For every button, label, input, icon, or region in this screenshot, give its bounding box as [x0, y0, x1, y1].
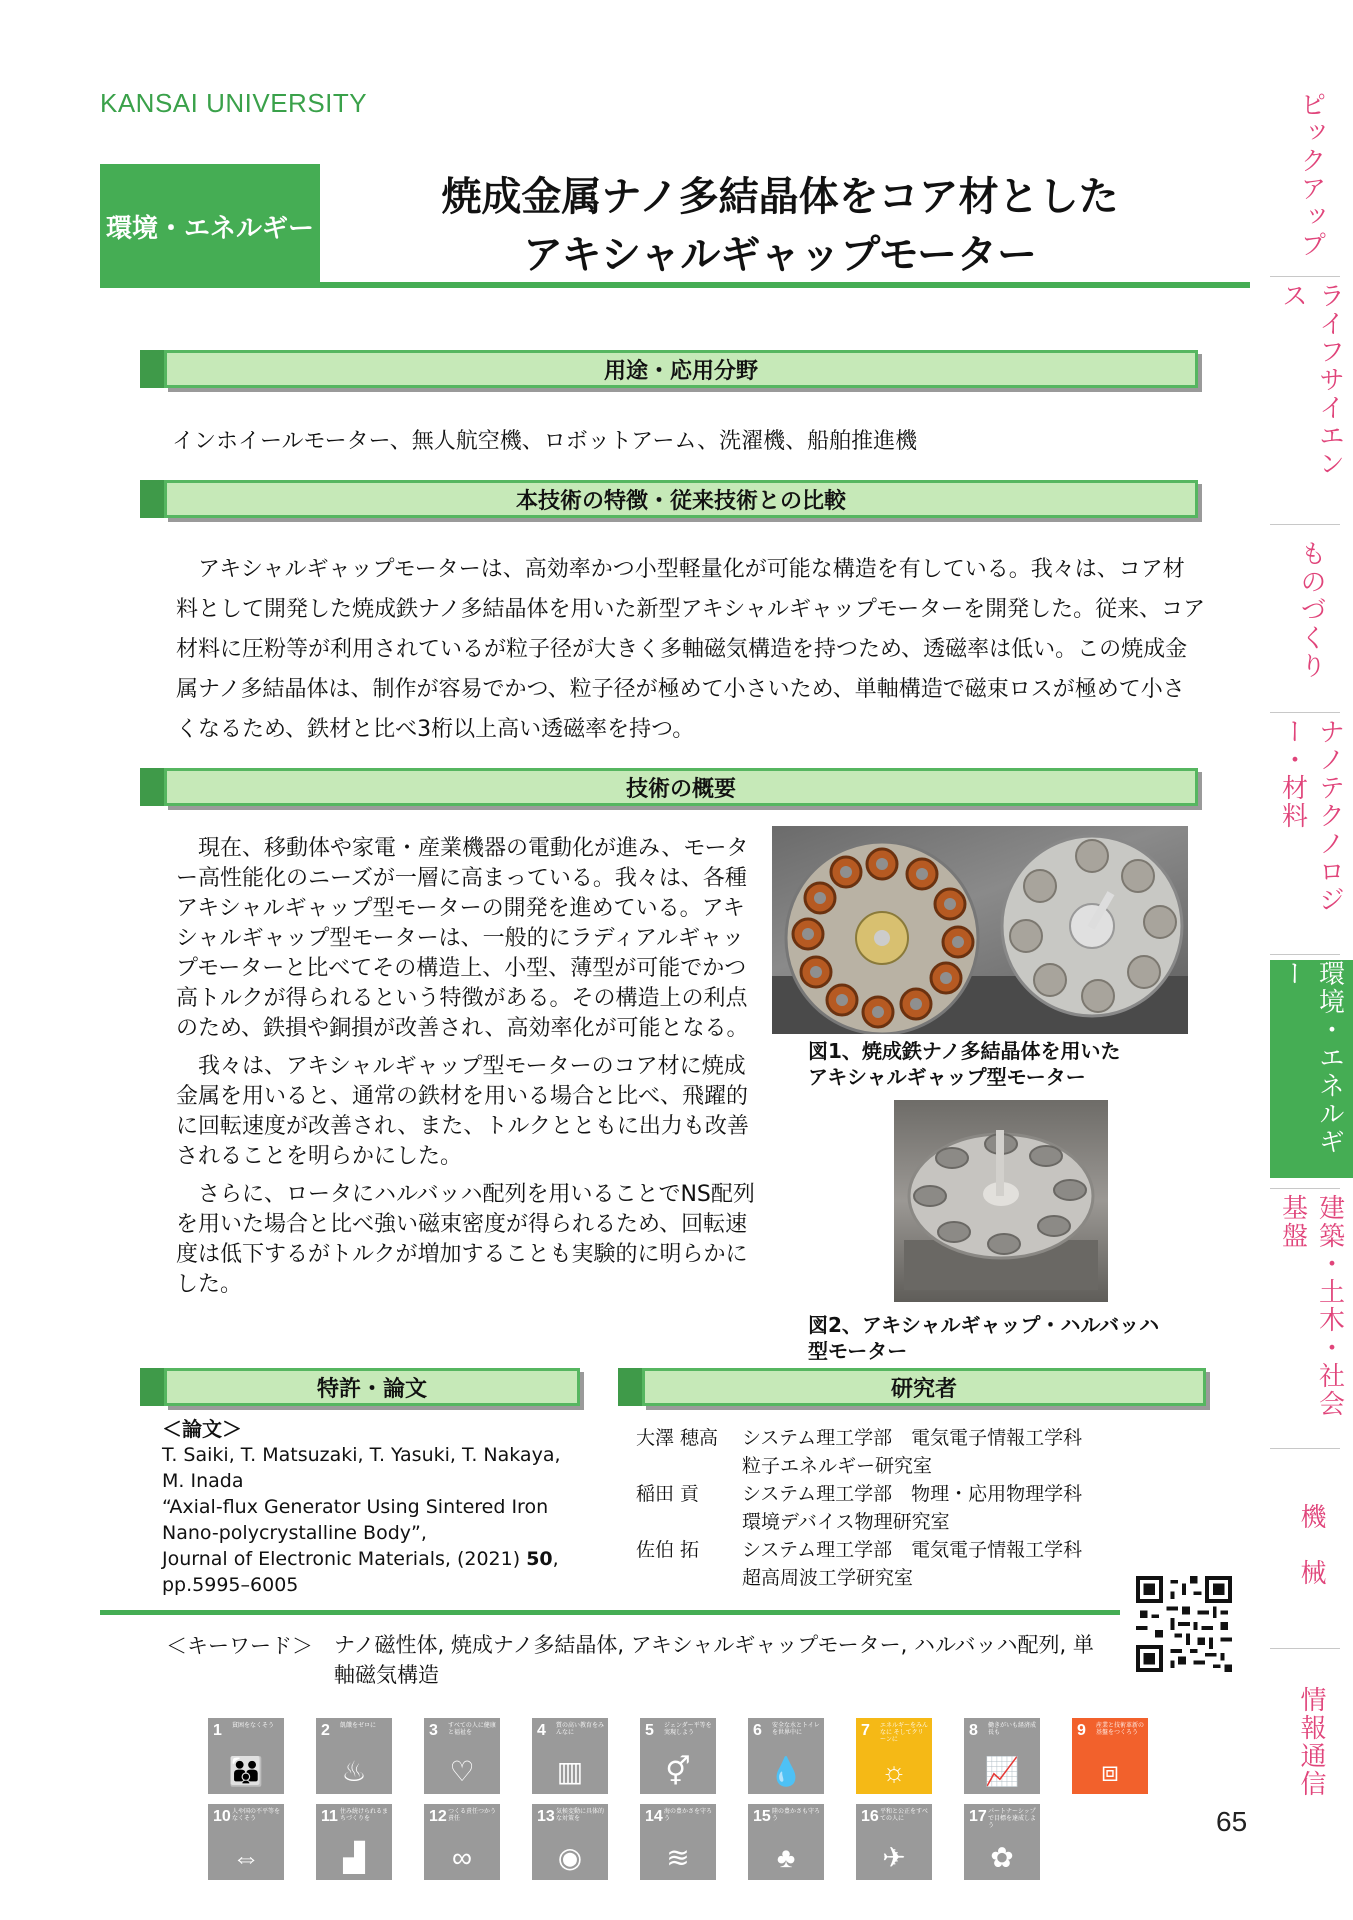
researcher-name: 佐伯 拓: [636, 1539, 700, 1561]
researchers-heading-bar: [618, 1368, 1206, 1406]
figure-2-photo: [894, 1100, 1108, 1302]
title-line-2: アキシャルギャップモーター: [523, 232, 1037, 278]
sdg-number: 11: [321, 1808, 338, 1825]
sdg-number: 17: [969, 1808, 987, 1825]
section-tab: [140, 350, 164, 388]
sdg-number: 15: [753, 1808, 771, 1825]
figure-1-caption-line-1: 図1、焼成鉄ナノ多結晶体を用いた: [808, 1039, 1121, 1063]
figure-1-photo: [772, 826, 1188, 1034]
city-icon: ▟: [343, 1842, 365, 1873]
sdg-goal-10: [208, 1804, 284, 1880]
usage-heading-bar: [140, 350, 1198, 388]
sdg-number: 16: [861, 1808, 879, 1825]
researchers-heading: 研究者: [642, 1368, 1206, 1406]
paper-journal-name: Journal of Electronic Materials, (2021): [162, 1548, 527, 1570]
sdg-label: つくる責任つかう責任: [448, 1809, 497, 1822]
sdg-label: エネルギーをみんなに そしてクリーンに: [880, 1723, 929, 1743]
sdg-number: 9: [1077, 1722, 1086, 1739]
paper-volume: 50: [526, 1548, 553, 1570]
sdg-number: 10: [213, 1808, 231, 1825]
sdg-goal-15: [748, 1804, 824, 1880]
side-nav-item[interactable]: ライフサイエンス: [1277, 282, 1345, 478]
sdg-label: 平和と公正をすべての人に: [880, 1809, 928, 1822]
bowl-icon: ♨: [341, 1756, 367, 1787]
sdg-goal-8: [964, 1718, 1040, 1794]
page-title: [330, 168, 1230, 284]
sdg-goal-3: [424, 1718, 500, 1794]
researcher-lab: 超高周波工学研究室: [742, 1567, 914, 1589]
paper-journal-end: ,: [552, 1548, 559, 1570]
title-line-1: 焼成金属ナノ多結晶体をコア材とした: [441, 174, 1119, 220]
sdg-number: 4: [537, 1722, 546, 1739]
side-nav-divider: [1270, 1648, 1340, 1649]
overview-paragraph-3: さらに、ロータにハルバッハ配列を用いることでNS配列を用いた場合と比べ強い磁束密度が得られるため、回転速度は低下するがトルクが増加することも実験的に明らかにした。: [176, 1182, 755, 1297]
overview-heading-bar: [140, 768, 1198, 806]
keyword-divider: [100, 1610, 1120, 1615]
motor-photo-illustration: [772, 826, 1188, 1034]
water-icon: 💧: [768, 1756, 804, 1787]
gender-icon: ⚥: [665, 1756, 691, 1787]
researcher-name: 稲田 貢: [636, 1483, 700, 1505]
side-nav-divider: [1270, 1188, 1340, 1189]
figure-1-caption: [808, 1038, 1208, 1090]
side-nav-divider: [1270, 954, 1340, 955]
researcher-lab: 粒子エネルギー研究室: [742, 1455, 933, 1477]
halbach-motor-illustration: [894, 1100, 1108, 1302]
sdg-number: 14: [645, 1808, 663, 1825]
sdg-goal-12: [424, 1804, 500, 1880]
sdg-label: 人や国の不平等をなくそう: [232, 1809, 281, 1822]
figure-2-caption-line-1: 図2、アキシャルギャップ・ハルバッハ: [808, 1313, 1160, 1337]
sdg-label: 住み続けられるまちづくりを: [340, 1809, 389, 1822]
sdg-goal-7: [856, 1718, 932, 1794]
sdg-number: 13: [537, 1808, 555, 1825]
keyword-list: ナノ磁性体, 焼成ナノ多結晶体, アキシャルギャップモーター, ハルバッハ配列, 単軸磁気構造: [334, 1633, 1094, 1687]
sdg-label: パートナーシップで目標を達成しよう: [988, 1809, 1037, 1829]
side-nav-divider: [1270, 276, 1340, 277]
flower-icon: ✿: [990, 1842, 1014, 1873]
sdg-goal-6: [748, 1718, 824, 1794]
qr-code[interactable]: [1136, 1576, 1232, 1672]
sdg-label: すべての人に健康と福祉を: [448, 1723, 496, 1736]
section-tab: [618, 1368, 642, 1406]
side-nav-divider: [1270, 524, 1340, 525]
usage-heading: 用途・応用分野: [164, 350, 1198, 388]
section-tab: [140, 1368, 164, 1406]
researcher-affiliation: [742, 1480, 1122, 1536]
paper-title: “Axial-flux Generator Using Sintered Iron Nano-polycrystalline Body”,: [162, 1496, 549, 1544]
usage-text: インホイールモーター、無人航空機、ロボットアーム、洗濯機、船舶推進機: [172, 429, 918, 454]
patent-text: [162, 1416, 582, 1598]
paper-journal: [162, 1546, 582, 1572]
researcher-department: システム理工学部 電気電子情報工学科: [742, 1539, 1083, 1561]
sdg-label: 働きがいも経済成長も: [988, 1723, 1037, 1736]
section-tab: [140, 768, 164, 806]
sdg-goal-2: [316, 1718, 392, 1794]
cubes-icon: ⧈: [1101, 1756, 1119, 1787]
patent-heading: 特許・論文: [164, 1368, 580, 1406]
sdg-goal-11: [316, 1804, 392, 1880]
side-nav-item[interactable]: 建築・土木・社会基盤: [1277, 1194, 1345, 1418]
researcher-affiliation: [742, 1536, 1122, 1592]
researcher-affiliation: [742, 1424, 1122, 1480]
sdg-goal-1: [208, 1718, 284, 1794]
side-nav-item[interactable]: ものづくり: [1296, 540, 1326, 680]
book-icon: ▥: [556, 1756, 584, 1787]
paper-label: ＜論文＞: [162, 1417, 242, 1441]
eye-globe-icon: ◉: [557, 1842, 583, 1873]
fish-icon: ≋: [666, 1842, 690, 1873]
feature-paragraph: アキシャルギャップモーターは、高効率かつ小型軽量化が可能な構造を有している。我々は、コア材料として開発した焼成鉄ナノ多結晶体を用いた新型アキシャルギャップモーターを開発した。従来、コア材料に圧粉等が利用されているが粒子径が大きく多軸磁気構造を持つため、透磁率は低い。この焼成金属ナノ多結晶体は、制作が容易でかつ、粒子径が極めて小さいため、単軸構造で磁束ロスが極めて小さくなるため、鉄材と比べ3桁以上高い透磁率を持つ。: [176, 557, 1206, 742]
people-icon: 👪: [228, 1756, 264, 1787]
sdg-label: 安全な水とトイレを世界中に: [772, 1723, 820, 1736]
sdg-label: 産業と技術革新の基盤をつくろう: [1096, 1723, 1145, 1736]
overview-paragraph-2: 我々は、アキシャルギャップ型モーターのコア材に焼成金属を用いると、通常の鉄材を用いる場合と比べ、飛躍的に回転速度が改善され、また、トルクとともに出力も改善されることを明らかにした。: [176, 1054, 749, 1169]
researcher-lab: 環境デバイス物理研究室: [742, 1511, 950, 1533]
university-name: KANSAI UNIVERSITY: [100, 88, 368, 118]
sdg-label: 海の豊かさを守ろう: [664, 1809, 713, 1822]
sdg-goal-4: [532, 1718, 608, 1794]
feature-heading-bar: [140, 480, 1198, 518]
section-tab: [140, 480, 164, 518]
sdg-goal-16: [856, 1804, 932, 1880]
feature-heading: 本技術の特徴・従来技術との比較: [164, 480, 1198, 518]
side-nav-item[interactable]: 機 械: [1296, 1503, 1326, 1587]
researcher-department: システム理工学部 物理・応用物理学科: [742, 1483, 1083, 1505]
paper-pages: pp.5995–6005: [162, 1574, 299, 1596]
sdg-label: 質の高い教育をみんなに: [556, 1723, 605, 1736]
dove-icon: ✈: [882, 1842, 906, 1873]
side-nav-item[interactable]: 情報通信: [1296, 1686, 1326, 1798]
paper-authors: T. Saiki, T. Matsuzaki, T. Yasuki, T. Nakaya, M. Inada: [162, 1444, 561, 1492]
side-nav-item[interactable]: 環境・エネルギー: [1270, 960, 1353, 1178]
equality-icon: ⇔: [232, 1842, 260, 1873]
researcher-department: システム理工学部 電気電子情報工学科: [742, 1427, 1083, 1449]
patent-heading-bar: [140, 1368, 580, 1406]
growth-chart-icon: 📈: [984, 1756, 1020, 1787]
sdg-label: 飢餓をゼロに: [340, 1723, 377, 1729]
side-nav-item[interactable]: ピックアップ: [1296, 91, 1326, 259]
heartbeat-icon: ♡: [449, 1756, 475, 1787]
side-nav-divider: [1270, 1448, 1340, 1449]
sdg-number: 6: [753, 1722, 762, 1739]
sun-icon: ☼: [881, 1756, 907, 1787]
feature-text: [176, 550, 1206, 750]
side-nav-divider: [1270, 712, 1340, 713]
researcher-name: 大澤 穂高: [636, 1427, 719, 1449]
title-underline: [100, 282, 1250, 288]
side-nav-item[interactable]: ナノテクノロジー・材料: [1277, 718, 1345, 914]
sdg-goal-13: [532, 1804, 608, 1880]
figure-2-caption-line-2: 型モーター: [808, 1339, 908, 1363]
sdg-label: 気候変動に具体的な対策を: [556, 1809, 605, 1822]
sdg-label: 陸の豊かさも守ろう: [772, 1809, 821, 1822]
figure-1-caption-line-2: アキシャルギャップ型モーター: [808, 1065, 1086, 1089]
sdg-number: 3: [429, 1722, 438, 1739]
figure-2-caption: [808, 1312, 1208, 1364]
sdg-number: 5: [645, 1722, 654, 1739]
infinity-icon: ∞: [452, 1842, 472, 1873]
sdg-goal-5: [640, 1718, 716, 1794]
sdg-number: 1: [213, 1722, 222, 1739]
sdg-number: 8: [969, 1722, 978, 1739]
category-badge: 環境・エネルギー: [100, 164, 320, 288]
sdg-number: 12: [429, 1808, 447, 1825]
sdg-number: 7: [861, 1722, 870, 1739]
sdg-label: ジェンダー平等を実現しよう: [664, 1723, 712, 1736]
overview-text: [176, 834, 756, 1308]
overview-heading: 技術の概要: [164, 768, 1198, 806]
sdg-goal-17: [964, 1804, 1040, 1880]
overview-paragraph-1: 現在、移動体や家電・産業機器の電動化が進み、モーター高性能化のニーズが一層に高まっている。我々は、各種アキシャルギャップ型モーターの開発を進めている。アキシャルギャップ型モーターは、一般的にラディアルギャップモーターと比べてその構造上、小型、薄型が可能でかつ高トルクが得られるという特徴がある。その構造上の利点のため、鉄損や銅損が改善され、高効率化が可能となる。: [176, 836, 749, 1041]
sdg-number: 2: [321, 1722, 330, 1739]
tree-icon: ♣: [776, 1842, 796, 1873]
sdg-goal-14: [640, 1804, 716, 1880]
page-number: 65: [1216, 1806, 1248, 1837]
sdg-label: 貧困をなくそう: [232, 1723, 275, 1729]
sdg-goal-9: [1072, 1718, 1148, 1794]
keyword-label: ＜キーワード＞: [166, 1634, 313, 1658]
